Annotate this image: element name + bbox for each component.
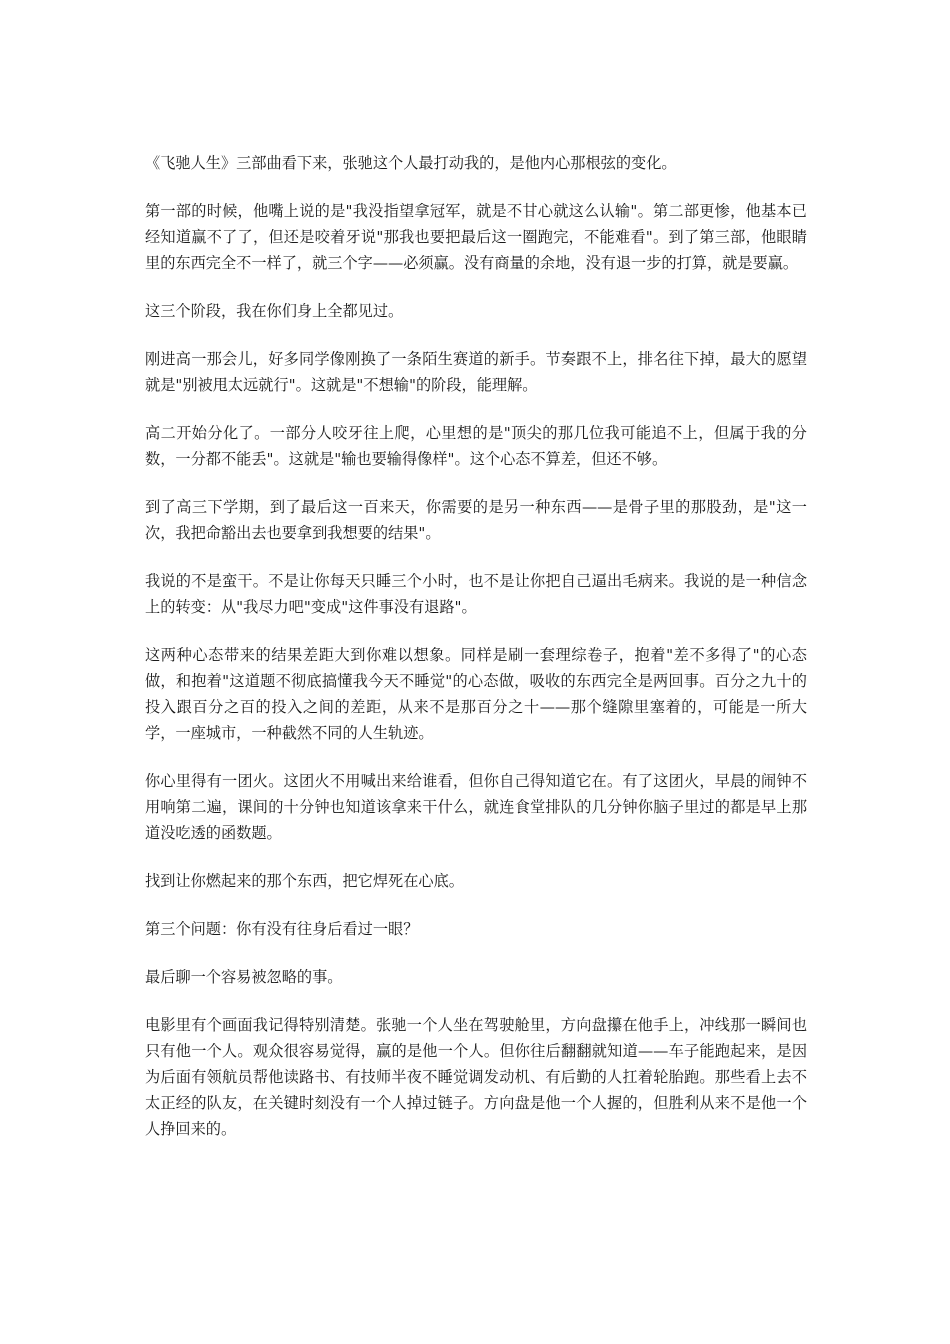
paragraph-inner-fire: 你心里得有一团火。这团火不用喊出来给谁看，但你自己得知道它在。有了这团火，早晨的闹钟不用响第二遍，课间的十分钟也知道该拿来干什么，就连食堂排队的几分钟你脑子里过的都是早上那道没吃透的函数题。 — [145, 772, 807, 842]
paragraph-find-spark: 找到让你燃起来的那个东西，把它焊死在心底。 — [145, 872, 464, 890]
paragraph-grade-ten: 刚进高一那会儿，好多同学像刚换了一条陌生赛道的新手。节奏跟不上，排名往下掉，最大的愿望就是"别被甩太远就行"。这就是"不想输"的阶段，能理解。 — [145, 350, 807, 394]
document-body — [145, 150, 807, 1164]
paragraph-mindset-gap: 这两种心态带来的结果差距大到你难以想象。同样是刷一套理综卷子，抱着"差不多得了"的心态做，和抱着"这道题不彻底搞懂我今天不睡觉"的心态做，吸收的东西完全是两回事。百分之九十的投入跟百分之百的投入之间的差距，从来不是那百分之十——那个缝隙里塞着的，可能是一所大学，一座城市，一种截然不同的人生轨迹。 — [145, 646, 807, 742]
paragraph-last-topic: 最后聊一个容易被忽略的事。 — [145, 968, 343, 986]
paragraph-not-reckless: 我说的不是蛮干。不是让你每天只睡三个小时，也不是让你把自己逼出毛病来。我说的是一种信念上的转变：从"我尽力吧"变成"这件事没有退路"。 — [145, 572, 807, 616]
paragraph-teamwork: 电影里有个画面我记得特别清楚。张驰一个人坐在驾驶舱里，方向盘攥在他手上，冲线那一瞬间也只有他一个人。观众很容易觉得，赢的是他一个人。但你往后翻翻就知道——车子能跑起来，是因为后面有领航员帮他读路书、有技师半夜不睡觉调发动机、有后勤的人扛着轮胎跑。那些看上去不太正经的队友，在关键时刻没有一个人掉过链子。方向盘是他一个人握的，但胜利从来不是他一个人挣回来的。 — [145, 1016, 807, 1138]
paragraph-three-stages: 这三个阶段，我在你们身上全都见过。 — [145, 302, 404, 320]
paragraph-intro: 《飞驰人生》三部曲看下来，张驰这个人最打动我的，是他内心那根弦的变化。 — [145, 154, 677, 172]
paragraph-grade-eleven: 高二开始分化了。一部分人咬牙往上爬，心里想的是"顶尖的那几位我可能追不上，但属于我的分数，一分都不能丢"。这就是"输也要输得像样"。这个心态不算差，但还不够。 — [145, 424, 807, 468]
paragraph-three-films: 第一部的时候，他嘴上说的是"我没指望拿冠军，就是不甘心就这么认输"。第二部更惨，他基本已经知道赢不了了，但还是咬着牙说"那我也要把最后这一圈跑完，不能难看"。到了第三部，他眼睛里的东西完全不一样了，就三个字——必须赢。没有商量的余地，没有退一步的打算，就是要赢。 — [145, 202, 807, 272]
paragraph-grade-twelve: 到了高三下学期，到了最后这一百来天，你需要的是另一种东西——是骨子里的那股劲，是"这一次，我把命豁出去也要拿到我想要的结果"。 — [145, 498, 807, 542]
paragraph-third-question: 第三个问题：你有没有往身后看过一眼？ — [145, 920, 419, 938]
